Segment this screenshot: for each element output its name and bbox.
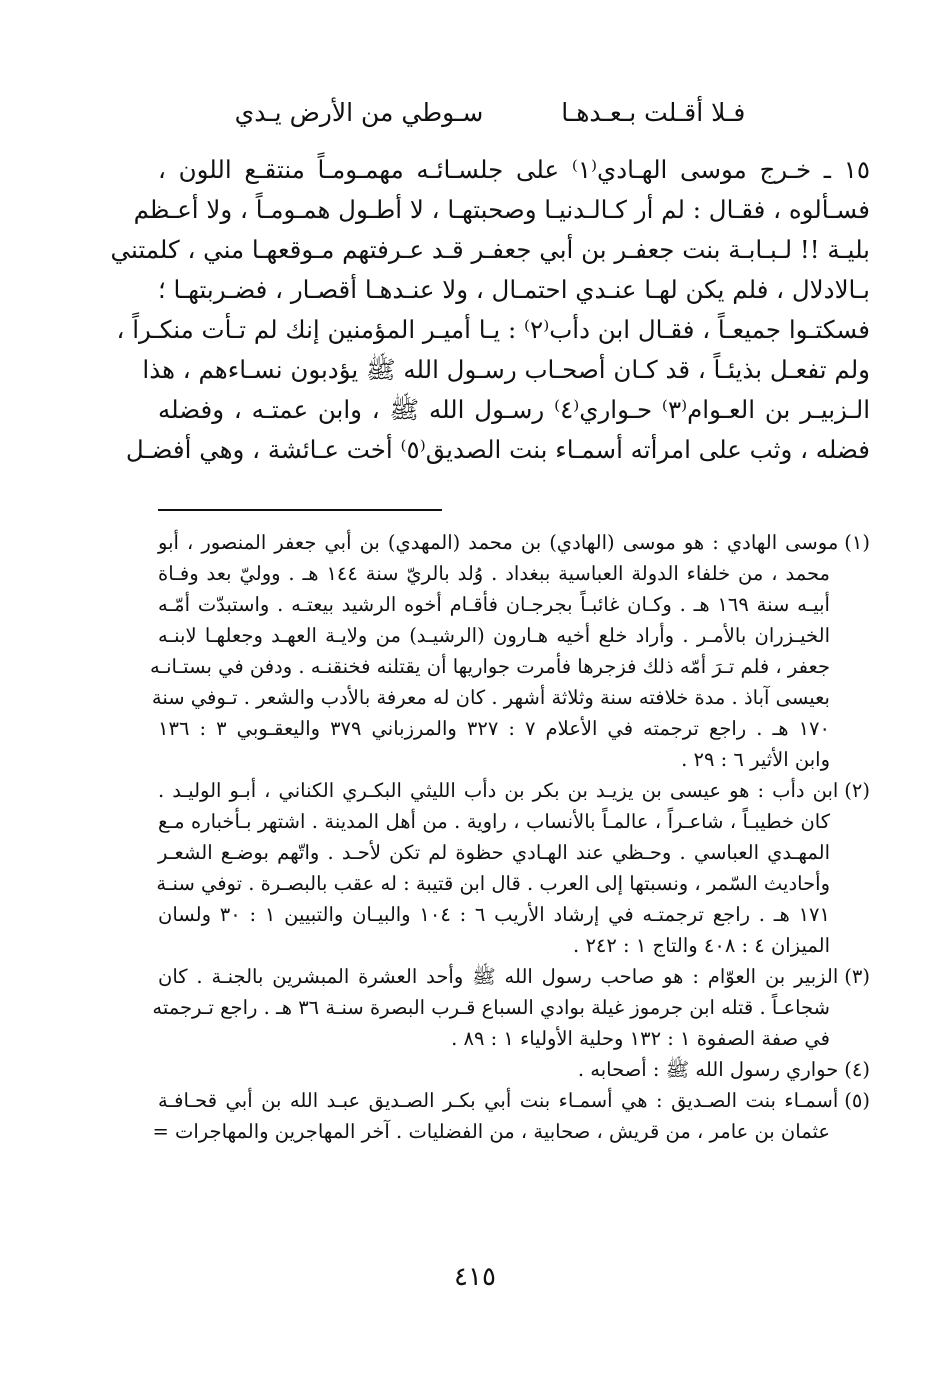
footnote-line: شجاعـاً . قتله ابن جرموز غيلة بوادي السباع قـرب البصرة سنـة ٣٦ هـ . راجع تـرجمته xyxy=(152,996,830,1019)
footnote-number: (٣) xyxy=(844,965,870,988)
footnote xyxy=(158,775,870,961)
footnote-line: كان خطيبـاً ، شاعـراً ، عالمـاً بالأنساب ، راوية . من أهل المدينة . اشتهر بـأخباره مـع xyxy=(158,810,830,833)
footnote-line: بعيسى آباذ . مدة خلافته سنة وثلاثة أشهر . كان له معرفة بالأدب والشعر . تـوفي سنة xyxy=(151,686,830,709)
main-text-line: الـزبيـر بن العـوام⁽٣⁾ حـواري⁽٤⁾ رسـول الله ﷺ ، وابن عمتـه ، وفضله xyxy=(158,395,871,424)
footnote-text: حواري رسول الله ﷺ : أصحابه . xyxy=(577,1058,839,1081)
footnote-number: (٤) xyxy=(844,1058,870,1081)
footnote-line: محمد ، من خلفاء الدولة العباسية ببغداد . وُلد بالريّ سنة ١٤٤ هـ . ووليّ بعد وفـاة xyxy=(158,562,831,585)
footnote-line: الميزان ٤ : ٤٠٨ والتاج ١ : ٢٤٢ . xyxy=(573,934,830,957)
main-text-line: بليـة !! لـبـابـة بنت جعفـر بن أبي جعفـر قـد عـرفتهم مـوقعهـا مني ، كلمتني xyxy=(110,235,870,264)
footnote-line xyxy=(158,1054,870,1085)
footnote-line: وابن الأثير ٦ : ٢٩ . xyxy=(681,748,830,771)
verse-hemistich-1: فـلا أقـلت بـعـدهـا xyxy=(561,98,746,127)
footnote-line xyxy=(158,961,870,992)
footnotes xyxy=(149,527,870,1147)
footnote-line: أبيـه سنة ١٦٩ هـ . وكـان غائبـاً بجرجـان فأقـام أخوه الرشيد بيعتـه . واستبدّت أمّـه xyxy=(158,593,830,616)
footnote-text: أسمـاء بنت الصـديق : هي أسمـاء بنت أبي بكـر الصـديق عبـد الله بن أبي قحـافـة xyxy=(158,1089,839,1112)
footnote-line: ١٧٠ هـ . راجع ترجمته في الأعلام ٧ : ٣٢٧ والمرزباني ٣٧٩ واليعقـوبي ٣ : ١٣٦ xyxy=(158,717,830,740)
footnote-text: ابن دأب : هو عيسى بن يزيـد بن بكر بن دأب الليثي البكـري الكناني ، أبـو الوليـد . xyxy=(158,779,839,802)
footnote-line: الخيـزران بالأمـر . وأراد خلع أخيه هـارون (الرشيـد) من ولايـة العهـد وجعلهـا لابنـه xyxy=(158,624,830,647)
main-text-line: بـالادلال ، فلم يكن لهـا عنـدي احتمـال ، ولا عنـدهـا أقصـار ، فضـربتهـا ؛ xyxy=(157,275,870,304)
footnote-line xyxy=(158,775,870,806)
footnote-text: الزبير بن العوّام : هو صاحب رسول الله ﷺ وأحد العشرة المبشرين بالجنـة . كان xyxy=(158,965,839,988)
footnote-number: (٢) xyxy=(844,779,870,802)
footnote-number: (١) xyxy=(844,531,870,554)
footnote-line: ١٧١ هـ . راجع ترجمتـه في إرشاد الأريب ٦ : ١٠٤ والبيـان والتبيين ١ : ٣٠ ولسان xyxy=(158,903,830,926)
page-number: ٤١٥ xyxy=(454,1262,496,1292)
footnote xyxy=(158,1054,870,1085)
footnote-line xyxy=(158,1085,870,1116)
footnote xyxy=(152,961,870,1054)
footnote-line xyxy=(158,527,870,558)
main-text-line: فسكتـوا جميعـاً ، فقـال ابن دأب⁽٢⁾ : يـا أميـر المؤمنين إنك لم تـأت منكـراً ، xyxy=(116,315,870,344)
footnote-line: المهـدي العباسي . وحـظي عند الهـادي حظوة لم تكن لأحـد . واتّهم بوضـع الشعـر xyxy=(158,841,830,864)
footnote-text: موسى الهادي : هو موسى (الهادي) بن محمد (المهدي) بن أبي جعفر المنصور ، أبو xyxy=(158,531,839,554)
footnote-line: في صفة الصفوة ١ : ١٣٢ وحلية الأولياء ١ : ٨٩ . xyxy=(451,1027,830,1050)
footnote-line: جعفر ، فلم تـرَ أمّه ذلك فزجرها فأمرت جواريها أن يقتلنه فخنقنـه . ودفن في بستـانـه xyxy=(149,655,830,678)
main-text-line: ١٥ ـ خـرج موسى الهـادي⁽١⁾ على جلسـائـه مهمـومـاً منتقـع اللون ، xyxy=(158,155,871,184)
footnote-number: (٥) xyxy=(844,1089,870,1112)
footnote-separator xyxy=(158,509,442,511)
verse-hemistich-2: سـوطي من الأرض يـدي xyxy=(234,98,484,127)
main-text-line: فسـألوه ، فقـال : لم أر كـالـدنيـا وصحبتهـا ، لا أطـول همـومـاً ، ولا أعـظم xyxy=(133,195,870,224)
footnote xyxy=(149,527,870,775)
footnote-line: عثمان بن عامر ، من قريش ، صحابية ، من الفضليات . آخر المهاجرين والمهاجرات = xyxy=(152,1120,830,1143)
footnote-line: وأحاديث السّمر ، ونسبتها إلى العرب . قال ابن قتيبة : له عقب بالبصـرة . توفي سنـة xyxy=(156,872,830,895)
poetry-verse xyxy=(150,98,830,127)
footnote xyxy=(152,1085,870,1147)
main-text-line: فضله ، وثب على امرأته أسمـاء بنت الصديق⁽٥⁾ أخت عـائشة ، وهي أفضـل xyxy=(125,435,870,464)
main-text-line: ولم تفعـل بذيئـاً ، قد كـان أصحـاب رسـول الله ﷺ يؤدبون نسـاءهم ، هذا xyxy=(142,355,870,384)
main-text xyxy=(110,150,871,470)
